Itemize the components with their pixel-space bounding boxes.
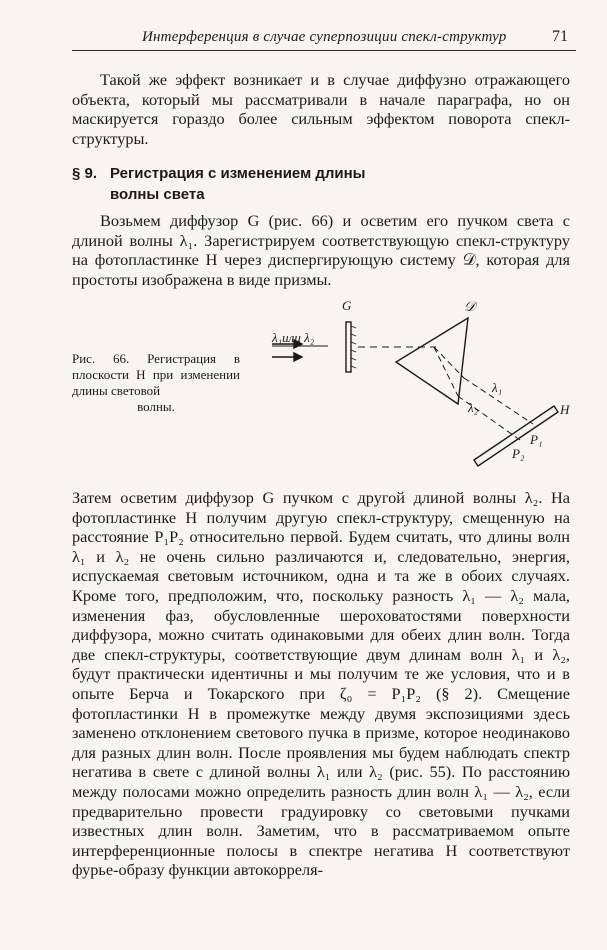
running-head (72, 26, 576, 51)
section-title-line2: волны света (110, 186, 205, 203)
paragraph-2: Возьмем диффузор G (рис. 66) и осветим его пучком света с длиной волны λ₁. Зарегистрируем соответствующую спекл-структуру на фотопластинке H через диспергирующую систему 𝒟, которая для простоты изображена в виде призмы. (72, 211, 570, 289)
diffuser-label: G (342, 298, 352, 313)
p2-label: P₂ (512, 446, 525, 461)
beam-label: λ₁или λ₂ (272, 330, 315, 345)
page-number: 71 (552, 28, 568, 45)
section-number: § 9. (72, 165, 98, 182)
lambda1-label: λ₁ (492, 380, 503, 395)
figure-caption (72, 351, 240, 415)
diffuser-g (346, 322, 356, 372)
dispersed-rays (434, 347, 533, 440)
lambda2-label: λ₂ (468, 400, 479, 415)
figure-caption-main: Рис. 66. Регистрация в плоскости H при изменении длины световой (72, 351, 240, 398)
plate-label: H (560, 402, 570, 417)
paragraph-3: Затем осветим диффузор G пучком с другой длиной волны λ₂. На фотопластинке H получим другую спекл-структуру, смещенную на расстояние P₁P₂ относительно первой. Будем считать, что длины волн λ₁ и λ₂ не очень сильно различаются и, следовательно, энергия, испускаемая световым источником, одна и та же в обоих случаях. Кроме того, предположим, что, поскольку разность λ₁ — λ₂ мала, изменения фаз, обусловленные шероховатостями поверхности диффузора, можно считать одинаковыми для обеих длин волн. Тогда две спекл-структуры, соответствующие двум длинам волн λ₁ и λ₂, будут практически идентичны и мы получим те же условия, что и в опыте Берча и Токарского при ζ₀ = P₁P₂ (§ 2). Смещение фотопластинки H в промежутке между двумя экспозициями здесь заменено отклонением светового пучка в призме, которое неодинаково для разных длин волн. После проявления мы будем наблюдать спектр негатива в свете с длиной волны λ₁ или λ₂ (рис. 55). По расстоянию между полосами можно определить разность длин волн λ₁ — λ₂, если предварительно провести градуировку со световыми пучками известных длин волн. Заметим, что в рассматриваемом опыте интерференционные полосы в спектре негатива H соответствуют фурье-образу функции автокорреля- (72, 488, 570, 880)
section-title-line1: Регистрация с изменением длины (110, 165, 366, 182)
p1-label: P₁ (530, 432, 543, 447)
section-heading (72, 163, 412, 205)
figure-66-diagram (268, 296, 578, 480)
running-title: Интерференция в случае суперпозиции спекл-структур (142, 29, 507, 45)
figure-caption-last: волны. (137, 399, 175, 414)
prism (396, 318, 468, 404)
paragraph-1: Такой же эффект возникает и в случае диффузно отражающего объекта, который мы рассматривали в начале параграфа, но он маскируется гораздо более сильным эффектом поворота спекл-структуры. (72, 70, 570, 148)
prism-label: 𝒟 (464, 300, 476, 315)
